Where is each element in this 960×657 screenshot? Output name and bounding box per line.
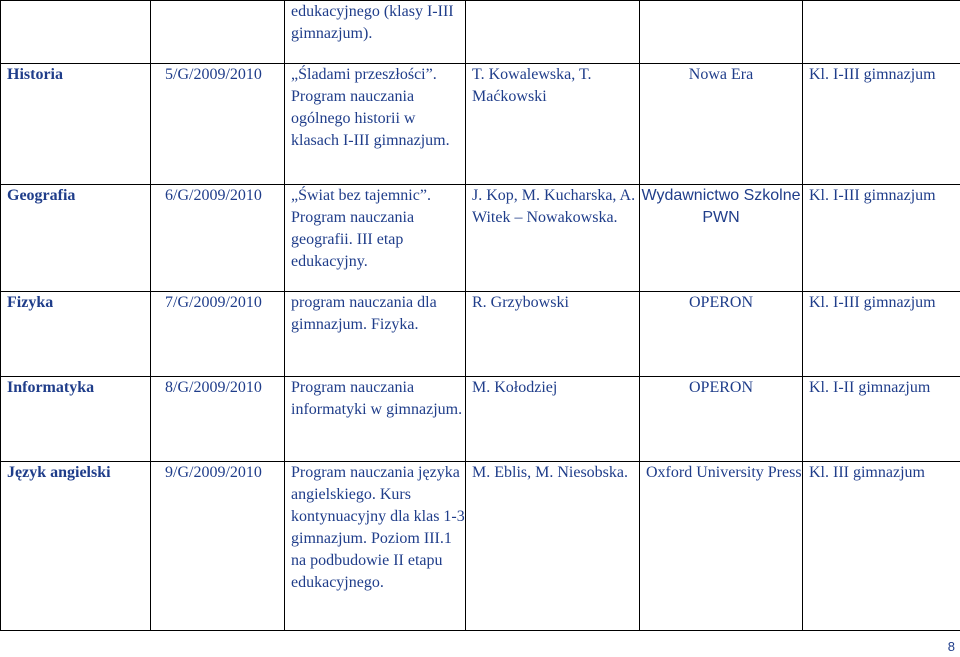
subject-cell: Fizyka	[1, 292, 151, 377]
program-cell: „Śladami przeszłości”. Program nauczania ogólnego historii w klasach I-III gimnazjum.	[285, 64, 466, 185]
program-cell: edukacyjnego (klasy I-III gimnazjum).	[285, 1, 466, 64]
program-cell: „Świat bez tajemnic”. Program nauczania geografii. III etap edukacyjny.	[285, 185, 466, 292]
authors-cell: J. Kop, M. Kucharska, A. Witek – Nowakowska.	[466, 185, 640, 292]
publisher-cell: OPERON	[640, 292, 803, 377]
publisher-cell	[640, 1, 803, 64]
classes-cell	[803, 1, 960, 64]
subject-cell: Geografia	[1, 185, 151, 292]
classes-cell: Kl. I-III gimnazjum	[803, 292, 960, 377]
authors-cell	[466, 1, 640, 64]
classes-cell: Kl. I-II gimnazjum	[803, 377, 960, 462]
table-row	[1, 462, 960, 631]
number-cell	[151, 1, 285, 64]
publisher-cell: OPERON	[640, 377, 803, 462]
publisher-cell: Oxford University Press	[640, 462, 803, 631]
table-row	[1, 292, 960, 377]
table-row	[1, 377, 960, 462]
number-cell: 6/G/2009/2010	[151, 185, 285, 292]
subject-cell: Historia	[1, 64, 151, 185]
publisher-cell: Wydawnictwo Szkolne PWN	[640, 185, 803, 292]
program-cell: program nauczania dla gimnazjum. Fizyka.	[285, 292, 466, 377]
table-row-continuation	[1, 1, 960, 64]
number-cell: 8/G/2009/2010	[151, 377, 285, 462]
subject-cell	[1, 1, 151, 64]
authors-cell: M. Eblis, M. Niesobska.	[466, 462, 640, 631]
program-cell: Program nauczania języka angielskiego. Kurs kontynuacyjny dla klas 1-3 gimnazjum. Poziom III.1 na podbudowie II etapu edukacyjnego.	[285, 462, 466, 631]
subject-cell: Informatyka	[1, 377, 151, 462]
number-cell: 5/G/2009/2010	[151, 64, 285, 185]
number-cell: 7/G/2009/2010	[151, 292, 285, 377]
classes-cell: Kl. I-III gimnazjum	[803, 64, 960, 185]
table-row	[1, 64, 960, 185]
table-row	[1, 185, 960, 292]
authors-cell: M. Kołodziej	[466, 377, 640, 462]
page-number: 8	[947, 639, 955, 654]
number-cell: 9/G/2009/2010	[151, 462, 285, 631]
classes-cell: Kl. III gimnazjum	[803, 462, 960, 631]
classes-cell: Kl. I-III gimnazjum	[803, 185, 960, 292]
subject-cell: Język angielski	[1, 462, 151, 631]
publisher-cell: Nowa Era	[640, 64, 803, 185]
program-cell: Program nauczania informatyki w gimnazjum.	[285, 377, 466, 462]
authors-cell: T. Kowalewska, T. Maćkowski	[466, 64, 640, 185]
authors-cell: R. Grzybowski	[466, 292, 640, 377]
